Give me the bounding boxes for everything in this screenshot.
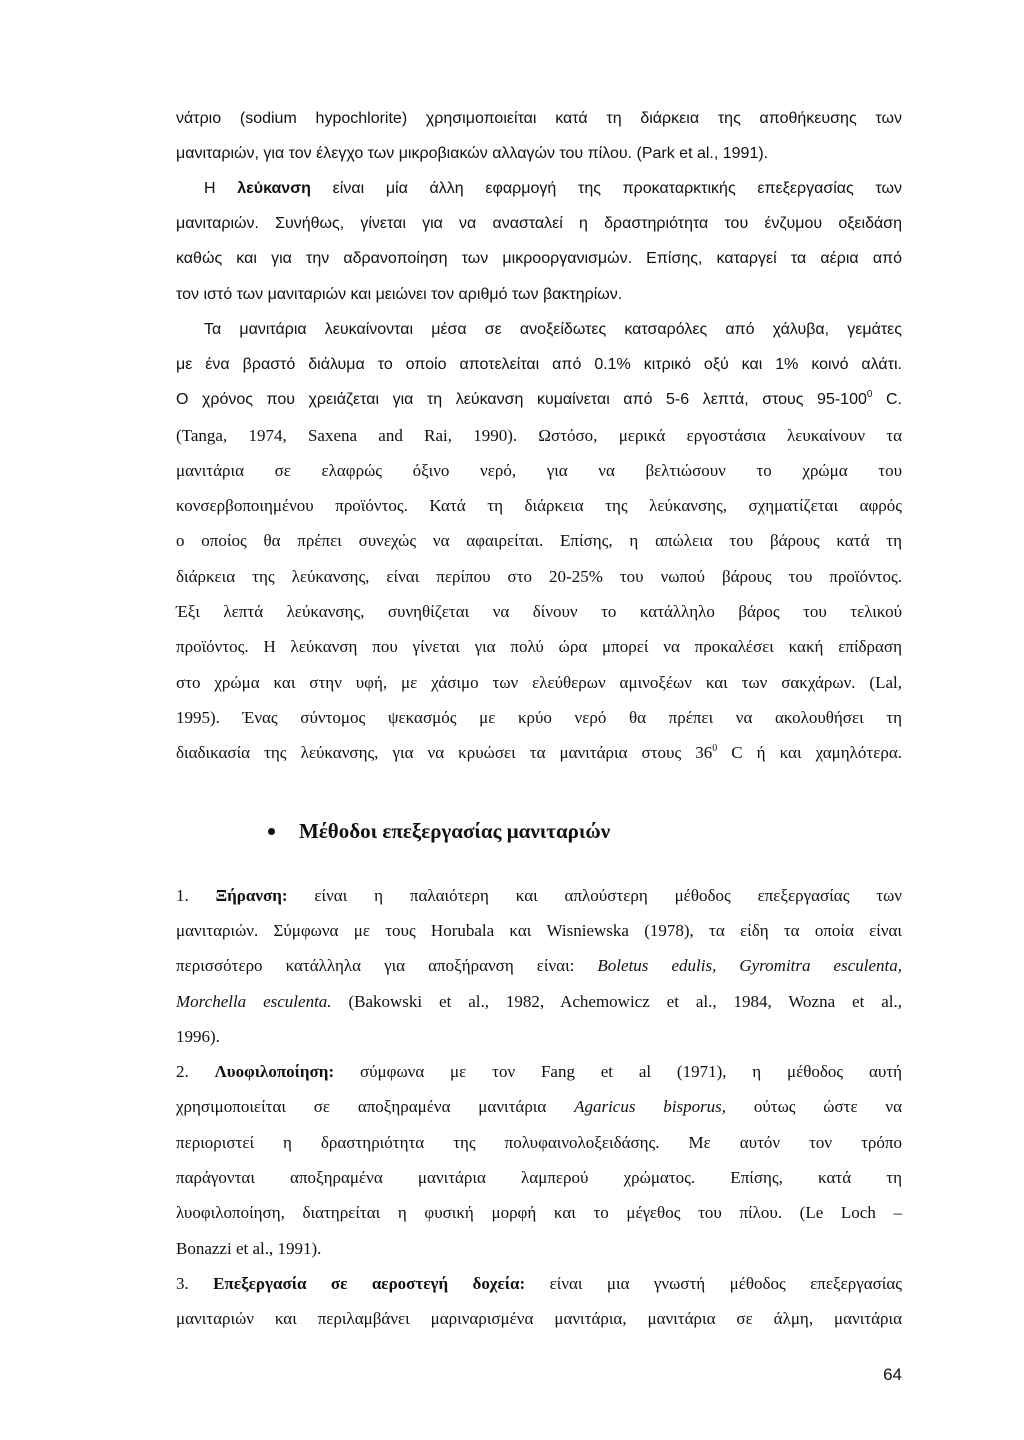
text-line: μανιτάρια σε ελαφρώς όξινο νερό, για να βελτιώσουν το χρώμα του: [176, 461, 902, 480]
text-line: στο χρώμα και στην υφή, με χάσιμο των ελεύθερων αμινοξέων και των σακχάρων. (Lal,: [176, 673, 902, 692]
text-line: τον ιστό των μανιταριών και μειώνει τον αριθμό των βακτηρίων.: [176, 286, 623, 303]
text-line: διάρκεια της λεύκανσης, είναι περίπου στο 20-25% του νωπού βάρους του προϊόντος.: [176, 567, 902, 586]
text-line: διαδικασία της λεύκανσης, για να κρυώσει τα μανιτάρια στους $36^0$ C ή και χαμηλότερα.: [176, 743, 902, 762]
text-line: 1996).: [176, 1027, 220, 1046]
text-line: μανιταριών. Συνήθως, γίνεται για να ανασταλεί η δραστηριότητα του ένζυμου οξειδάση: [176, 215, 902, 232]
section-heading-row: [268, 816, 610, 846]
text-line: με ένα βραστό διάλυμα το οποίο αποτελείται από 0.1% κιτρικό οξύ και 1% κοινό αλάτι.: [176, 356, 902, 373]
text-line: προϊόντος. Η λεύκανση που γίνεται για πολύ ώρα μπορεί να προκαλέσει κακή επίδραση: [176, 637, 902, 656]
text-line: νάτριο (sodium hypochlorite) χρησιμοποιείται κατά τη διάρκεια της αποθήκευσης των: [176, 110, 902, 127]
bullet-icon: [268, 828, 275, 835]
text-line: Τα μανιτάρια λευκαίνονται μέσα σε ανοξείδωτες κατσαρόλες από χάλυβα, γεμάτες: [204, 321, 902, 338]
text-line: καθώς και για την αδρανοποίηση των μικροοργανισμών. Επίσης, καταργεί τα αέρια από: [176, 250, 902, 267]
list-item: 1. Ξήρανση: είναι η παλαιότερη και απλούστερη μέθοδος επεξεργασίας των: [176, 886, 902, 905]
text-line: ο οποίος θα πρέπει συνεχώς να αφαιρείται. Επίσης, η απώλεια του βάρους κατά τη: [176, 531, 902, 550]
text-line: μανιταριών και περιλαμβάνει μαριναρισμένα μανιτάρια, μανιτάρια σε άλμη, μανιτάρια: [176, 1309, 902, 1328]
text-line: Bonazzi et al., 1991).: [176, 1239, 322, 1258]
text-line: Ο χρόνος που χρειάζεται για τη λεύκανση κυμαίνεται από 5-6 λεπτά, στους $95-100^0$ C.: [176, 389, 902, 408]
text-line: Έξι λεπτά λεύκανσης, συνηθίζεται να δίνουν το κατάλληλο βάρος του τελικού: [176, 602, 902, 621]
text-line: μανιταριών, για τον έλεγχο των μικροβιακών αλλαγών του πίλου. (Park et al., 1991).: [176, 145, 769, 162]
text-line: παράγονται αποξηραμένα μανιτάρια λαμπερού χρώματος. Επίσης, κατά τη: [176, 1168, 902, 1187]
list-item: 3. Επεξεργασία σε αεροστεγή δοχεία: είναι μια γνωστή μέθοδος επεξεργασίας: [176, 1274, 903, 1293]
text-line: λυοφιλοποίηση, διατηρείται η φυσική μορφή και το μέγεθος του πίλου. (Le Loch –: [176, 1203, 902, 1222]
text-line: περισσότερο κατάλληλα για αποξήρανση είναι: Boletus edulis, Gyromitra esculenta,: [176, 956, 902, 975]
method-term-lyophilization: Λυοφιλοποίηση:: [214, 1062, 335, 1081]
text-line: περιοριστεί η δραστηριότητα της πολυφαινολοξειδάσης. Με αυτόν τον τρόπο: [176, 1133, 902, 1152]
list-item: 2. Λυοφιλοποίηση: σύμφωνα με τον Fang et al (1971), η μέθοδος αυτή: [176, 1062, 903, 1081]
text-line: Η λεύκανση είναι μία άλλη εφαρμογή της προκαταρκτικής επεξεργασίας των: [204, 180, 903, 197]
text-line: χρησιμοποιείται σε αποξηραμένα μανιτάρια Agaricus bisporus, ούτως ώστε να: [176, 1097, 902, 1116]
text-line: (Tanga, 1974, Saxena and Rai, 1990). Ωστόσο, μερικά εργοστάσια λευκαίνουν τα: [176, 426, 902, 445]
text-line: κονσερβοποιημένου προϊόντος. Κατά τη διάρκεια της λεύκανσης, σχηματίζεται αφρός: [176, 496, 902, 515]
text-line: μανιταριών. Σύμφωνα με τους Horubala και Wisniewska (1978), τα είδη τα οποία είναι: [176, 921, 902, 940]
text-line: Morchella esculenta. (Bakowski et al., 1982, Achemowicz et al., 1984, Wozna et al.,: [176, 992, 902, 1011]
method-term-airtight-containers: Επεξεργασία σε αεροστεγή δοχεία:: [213, 1274, 526, 1293]
page-number: 64: [883, 1365, 902, 1384]
method-term-drying: Ξήρανση:: [215, 886, 288, 905]
text-line: 1995). Ένας σύντομος ψεκασμός με κρύο νερό θα πρέπει να ακολουθήσει τη: [176, 708, 902, 727]
bold-term-bleaching: λεύκανση: [237, 180, 311, 197]
section-heading: Μέθοδοι επεξεργασίας μανιταριών: [299, 819, 611, 843]
